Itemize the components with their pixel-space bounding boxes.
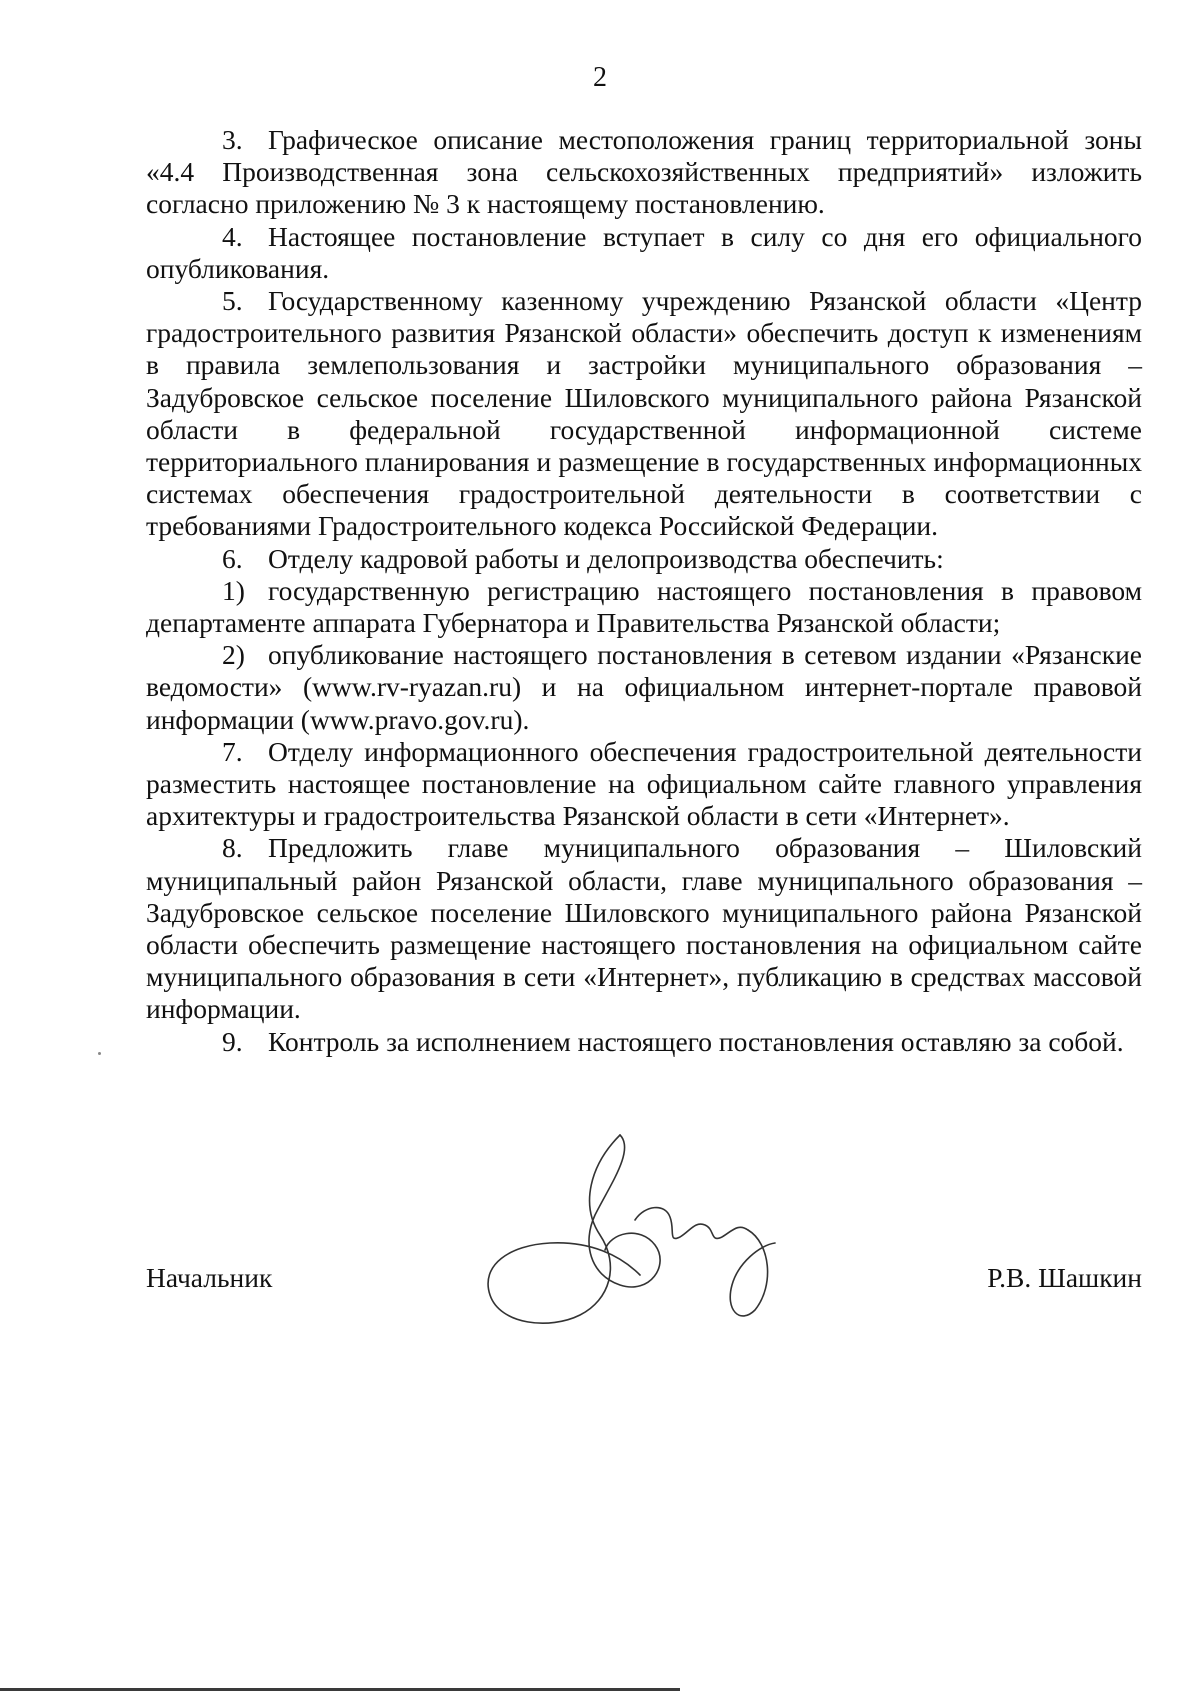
paragraph-number: 8.	[222, 832, 243, 864]
paragraph-text: Государственному казенному учреждению Рязанской области «Центр градостроительного развития Рязанской области» обеспечить доступ к изменениям в правила землепользования и застройки муниципального образования – Задубровское сельское поселение Шиловского муниципального района Рязанской области в федеральной государственной информационной системе территориального планирования и размещение в государственных информационных системах обеспечения градостроительной деятельности в соответствии с требованиями Градостроительного кодекса Российской Федерации.	[146, 285, 1142, 542]
paragraph-text: Предложить главе муниципального образования – Шиловский муниципальный район Рязанской области, главе муниципального образования – Задубровское сельское поселение Шиловского муниципального района Рязанской области обеспечить размещение настоящего постановления на официальном сайте муниципального образования в сети «Интернет», публикацию в средствах массовой информации.	[146, 832, 1142, 1025]
paragraph-number: 5.	[222, 285, 243, 317]
paragraph-number: 6.	[222, 542, 243, 574]
scan-edge-line	[0, 1688, 680, 1691]
paragraph-number: 3.	[222, 124, 243, 155]
scan-speck	[98, 1052, 101, 1055]
paragraph-8	[146, 832, 1142, 1025]
paragraph-text: Контроль за исполнением настоящего постановления оставляю за собой.	[268, 1025, 1124, 1057]
subparagraph-1	[146, 575, 1142, 639]
paragraph-number: 4.	[222, 220, 243, 252]
paragraph-number: 2)	[222, 639, 245, 671]
page-number: 2	[593, 62, 607, 93]
paragraph-6	[146, 543, 1142, 575]
paragraph-number: 1)	[222, 574, 245, 606]
paragraph-3	[146, 124, 1142, 221]
subparagraph-2	[146, 639, 1142, 736]
paragraph-7	[146, 736, 1142, 833]
paragraph-number: 9.	[222, 1025, 243, 1057]
document-body	[146, 124, 1142, 1058]
paragraph-text: государственную регистрацию настоящего постановления в правовом департаменте аппарата Губернатора и Правительства Рязанской области;	[146, 574, 1142, 639]
paragraph-text: Отделу информационного обеспечения градостроительной деятельности разместить настоящее постановление на официальном сайте главного управления архитектуры и градостроительства Рязанской области в сети «Интернет».	[146, 735, 1142, 832]
paragraph-5	[146, 285, 1142, 543]
paragraph-9	[146, 1026, 1142, 1058]
paragraph-text: Настоящее постановление вступает в силу со дня его официального опубликования.	[146, 220, 1142, 284]
handwritten-signature	[470, 1125, 790, 1345]
paragraph-text: Графическое описание местоположения границ территориальной зоны «4.4 Производственная зона сельскохозяйственных предприятий» изложить согласно приложению № 3 к настоящему постановлению.	[146, 124, 1142, 220]
signature-block	[146, 1262, 1142, 1302]
signatory-position: Начальник	[146, 1262, 273, 1293]
signatory-name: Р.В. Шашкин	[987, 1262, 1142, 1293]
paragraph-4	[146, 221, 1142, 285]
paragraph-number: 7.	[222, 735, 243, 767]
paragraph-text: опубликование настоящего постановления в сетевом издании «Рязанские ведомости» (www.rv-ryazan.ru) и на официальном интернет-портале правовой информации (www.pravo.gov.ru).	[146, 639, 1142, 735]
paragraph-text: Отделу кадровой работы и делопроизводства обеспечить:	[268, 542, 944, 574]
